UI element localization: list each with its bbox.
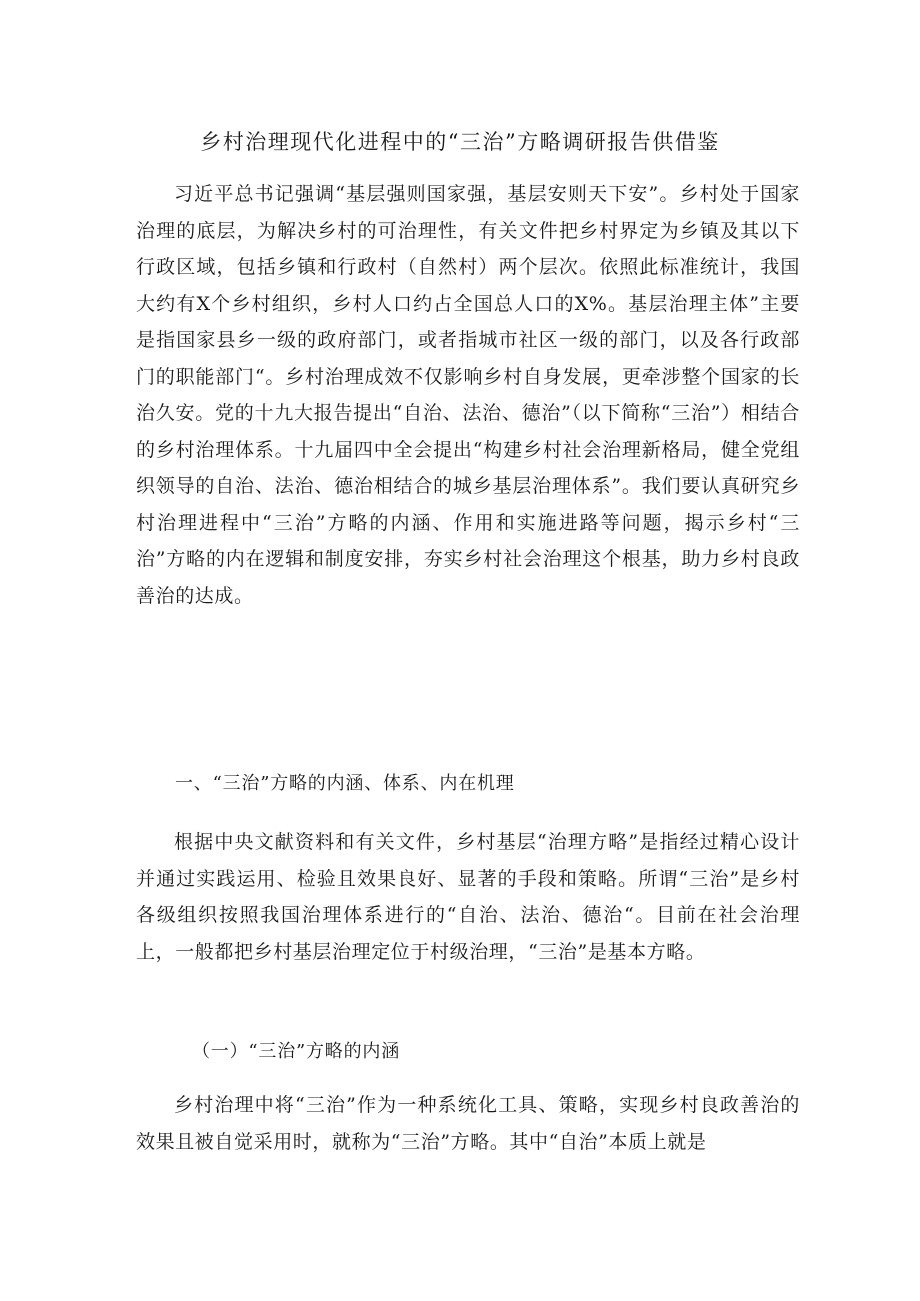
subsection-1-paragraph: 乡村治理中将“三治”作为一种系统化工具、策略，实现乡村良政善治的效果且被自觉采用时，就称为“三治”方略。其中“自治”本质上就是 (136, 1094, 800, 1153)
section-heading-1: 一、“三治”方略的内涵、体系、内在机理 (175, 773, 515, 794)
subsection-heading-1: （一）“三治”方略的内涵 (192, 1041, 401, 1062)
document-title: 乡村治理现代化进程中的“三治”方略调研报告供借鉴 (200, 130, 720, 154)
intro-paragraph: 习近平总书记强调“基层强则国家强，基层安则天下安”。乡村处于国家治理的底层，为解决乡村的可治理性，有关文件把乡村界定为乡镇及其以下行政区域，包括乡镇和行政村（自然村）两个层次。依照此标准统计，我国大约有X个乡村组织，乡村人口约占全国总人口的X%。基层治理主体”主要是指国家县乡一级的政府部门，或者指城市社区一级的部门，以及各行政部门的职能部门“。乡村治理成效不仅影响乡村自身发展，更牵涉整个国家的长治久安。党的十九大报告提出“自治、法治、德治”（以下简称“三治”）相结合的乡村治理体系。十九届四中全会提出“构建乡村社会治理新格局，健全党组织领导的自治、法治、德治相结合的城乡基层治理体系”。我们要认真研究乡村治理进程中“三治”方略的内涵、作用和实施进路等问题，揭示乡村“三治”方略的内在逻辑和制度安排，夯实乡村社会治理这个根基，助力乡村良政善治的达成。 (136, 183, 800, 607)
section-1-paragraph: 根据中央文献资料和有关文件，乡村基层“治理方略”是指经过精心设计并通过实践运用、检验且效果良好、显著的手段和策略。所谓“三治”是乡村各级组织按照我国治理体系进行的“自治、法治、德治“。目前在社会治理上，一般都把乡村基层治理定位于村级治理，“三治”是基本方略。 (136, 831, 800, 963)
